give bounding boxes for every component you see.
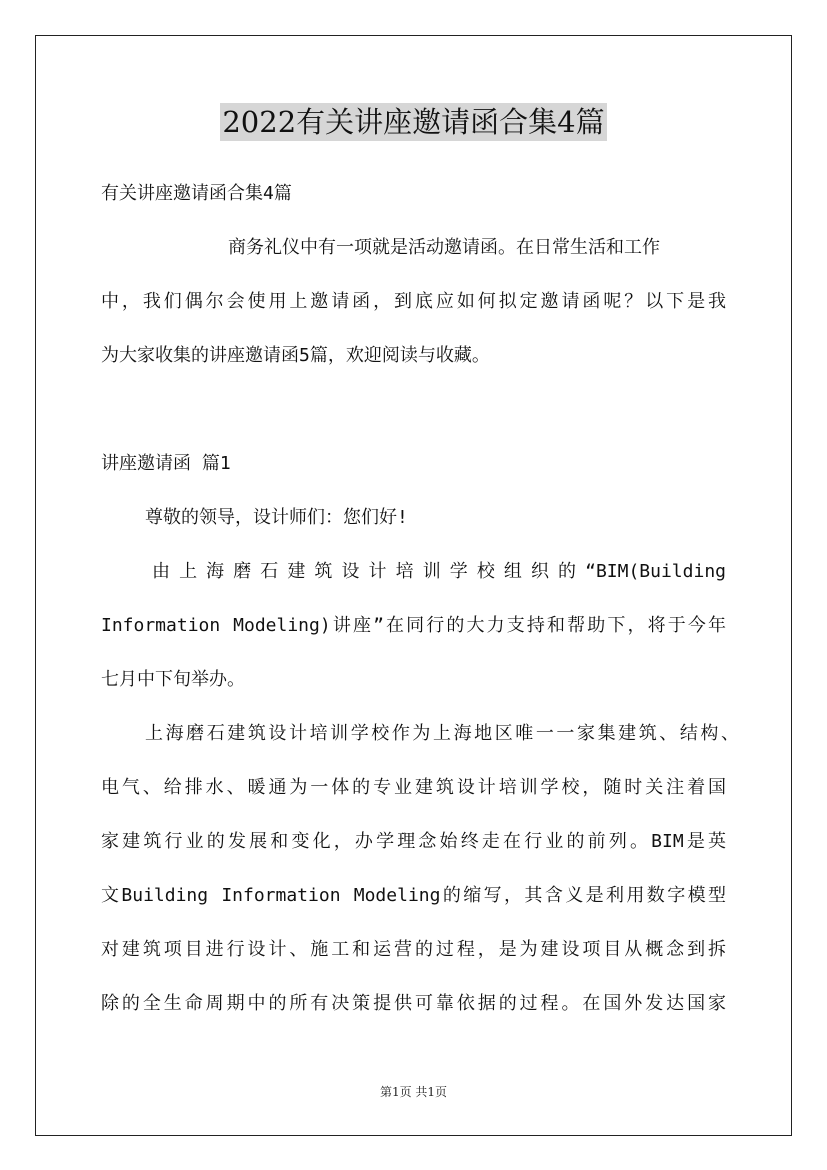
paragraph1-line-3: 七月中下旬举办。 <box>101 669 245 690</box>
page-footer: 第1页 共1页 <box>379 1085 448 1099</box>
intro-line-2: 中，我们偶尔会使用上邀请函，到底应如何拟定邀请函呢？以下是我 <box>101 291 726 312</box>
paragraph2-line-2: 电气、给排水、暖通为一体的专业建筑设计培训学校，随时关注着国 <box>101 777 726 798</box>
title-container <box>0 103 827 141</box>
paragraph1-line-2: Information Modeling)讲座”在同行的大力支持和帮助下，将于今年 <box>101 615 726 636</box>
intro-line-1: 商务礼仪中有一项就是活动邀请函。在日常生活和工作 <box>228 237 660 258</box>
paragraph1-line-1: 由上海磨石建筑设计培训学校组织的“BIM(Building <box>152 561 726 582</box>
paragraph2-line-4: 文Building Information Modeling的缩写，其含义是利用数字模型 <box>101 885 726 906</box>
document-subtitle: 有关讲座邀请函合集4篇 <box>101 183 292 204</box>
greeting: 尊敬的领导，设计师们：您们好! <box>145 507 408 528</box>
intro-line-3: 为大家收集的讲座邀请函5篇，欢迎阅读与收藏。 <box>101 345 490 366</box>
document-title: 2022有关讲座邀请函合集4篇 <box>222 105 605 139</box>
paragraph2-line-1: 上海磨石建筑设计培训学校作为上海地区唯一一家集建筑、结构、 <box>145 723 739 744</box>
paragraph2-line-6: 除的全生命周期中的所有决策提供可靠依据的过程。在国外发达国家 <box>101 993 726 1014</box>
paragraph2-line-3: 家建筑行业的发展和变化，办学理念始终走在行业的前列。BIM是英 <box>101 831 726 852</box>
section-heading: 讲座邀请函 篇1 <box>101 453 231 474</box>
paragraph2-line-5: 对建筑项目进行设计、施工和运营的过程，是为建设项目从概念到拆 <box>101 939 726 960</box>
